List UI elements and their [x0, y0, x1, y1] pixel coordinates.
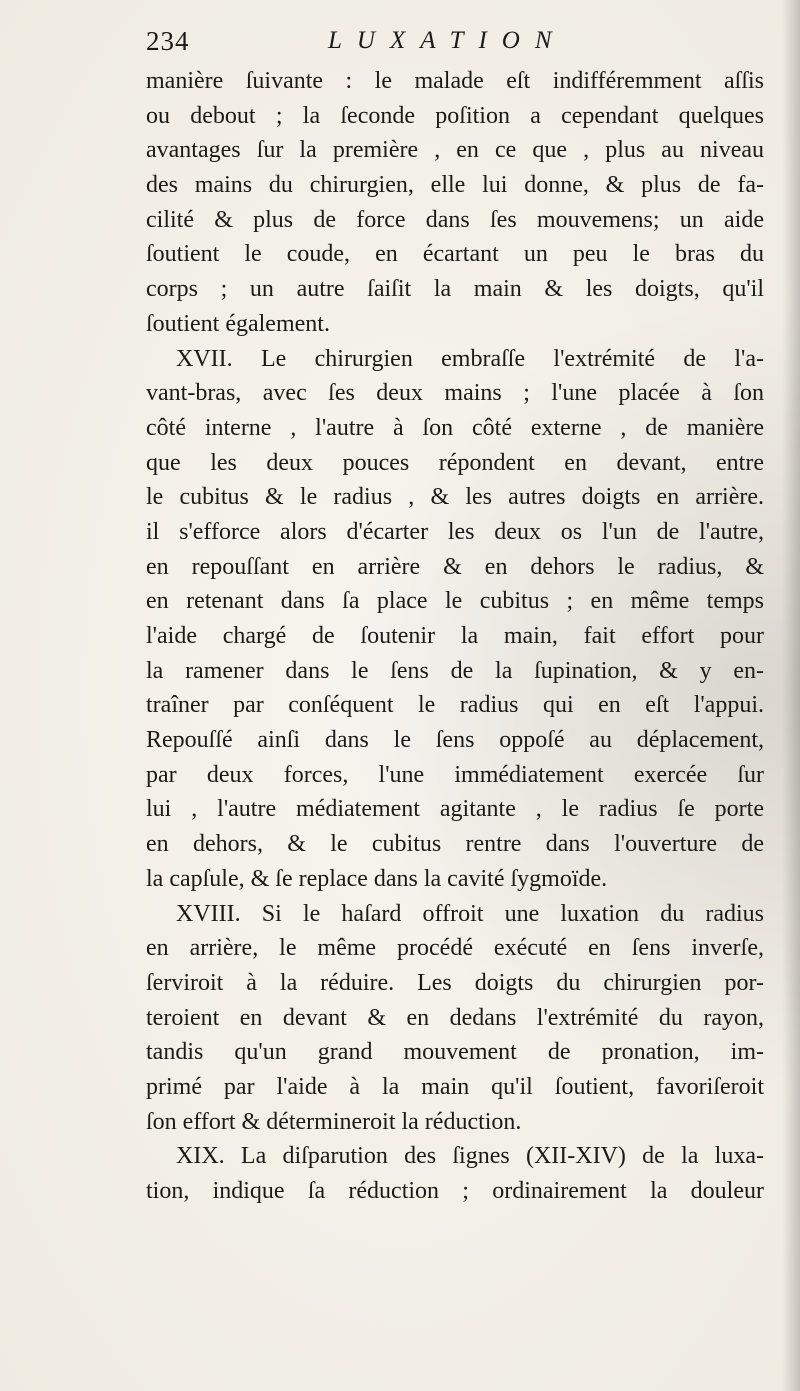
text-line: en arrière, le même procédé exécuté en ſens inverſe,: [146, 935, 764, 962]
text-line: en repouſſant en arrière & en dehors le radius, &: [146, 553, 764, 580]
text-line: manière ſuivante : le malade eſt indifféremment aſſis: [146, 68, 764, 94]
text-line: vant-bras, avec ſes deux mains ; l'une placée à ſon: [146, 380, 764, 407]
page-number: 234: [146, 26, 190, 56]
text-line: avantages ſur la première , en ce que , plus au niveau: [146, 137, 764, 164]
paragraph-xviii-start: XVIII. Si le haſard offroit une luxation du radius: [176, 900, 764, 927]
paragraph-xvii-start: XVII. Le chirurgien embraſſe l'extrémité de l'a-: [176, 345, 764, 372]
text-line: corps ; un autre ſaiſit la main & les doigts, qu'il: [146, 276, 764, 303]
text-line: la ramener dans le ſens de la ſupination, & y en-: [146, 657, 764, 684]
text-line: primé par l'aide à la main qu'il ſoutient, favoriſeroit: [146, 1073, 764, 1100]
text-line: lui , l'autre médiatement agitante , le radius ſe porte: [146, 796, 764, 823]
text-line: Repouſſé ainſi dans le ſens oppoſé au déplacement,: [146, 727, 764, 754]
text-line: en retenant dans ſa place le cubitus ; en même temps: [146, 588, 764, 615]
text-line: tandis qu'un grand mouvement de pronation, im-: [146, 1039, 764, 1066]
text-line: traîner par conſéquent le radius qui en eſt l'appui.: [146, 692, 764, 719]
text-line: ſoutient également.: [146, 310, 330, 337]
text-line: par deux forces, l'une immédiatement exercée ſur: [146, 761, 764, 788]
text-line: la capſule, & ſe replace dans la cavité ſygmoïde.: [146, 865, 608, 892]
text-line: l'aide chargé de ſoutenir la main, fait effort pour: [146, 623, 764, 649]
text-line: il s'efforce alors d'écarter les deux os l'un de l'autre,: [146, 518, 764, 545]
text-line: des mains du chirurgien, elle lui donne, & plus de fa-: [146, 172, 764, 199]
text-line: tion, indique ſa réduction ; ordinairement la douleur: [146, 1178, 764, 1204]
running-head: LUXATION: [328, 27, 567, 54]
text-line: ſoutient le coude, en écartant un peu le bras du: [146, 241, 764, 268]
body-text: [146, 64, 764, 1209]
text-line: côté interne , l'autre à ſon côté externe , de manière: [146, 414, 764, 441]
page-header: [146, 22, 764, 62]
text-line: le cubitus & le radius , & les autres doigts en arrière.: [146, 484, 764, 511]
text-line: ou debout ; la ſeconde poſition a cependant quelques: [146, 102, 764, 129]
page-edge-shadow: [782, 0, 800, 1391]
text-line: ſerviroit à la réduire. Les doigts du chirurgien por-: [146, 969, 764, 996]
text-line: que les deux pouces répondent en devant, entre: [146, 449, 764, 476]
text-line: ſon effort & détermineroit la réduction.: [146, 1108, 522, 1135]
text-line: cilité & plus de force dans ſes mouvemens; un aide: [146, 206, 764, 233]
text-line: teroient en devant & en dedans l'extrémité du rayon,: [146, 1004, 764, 1031]
paragraph-xix-start: XIX. La diſparution des ſignes (XII-XIV) de la luxa-: [176, 1143, 764, 1170]
text-line: en dehors, & le cubitus rentre dans l'ouverture de: [146, 831, 764, 858]
